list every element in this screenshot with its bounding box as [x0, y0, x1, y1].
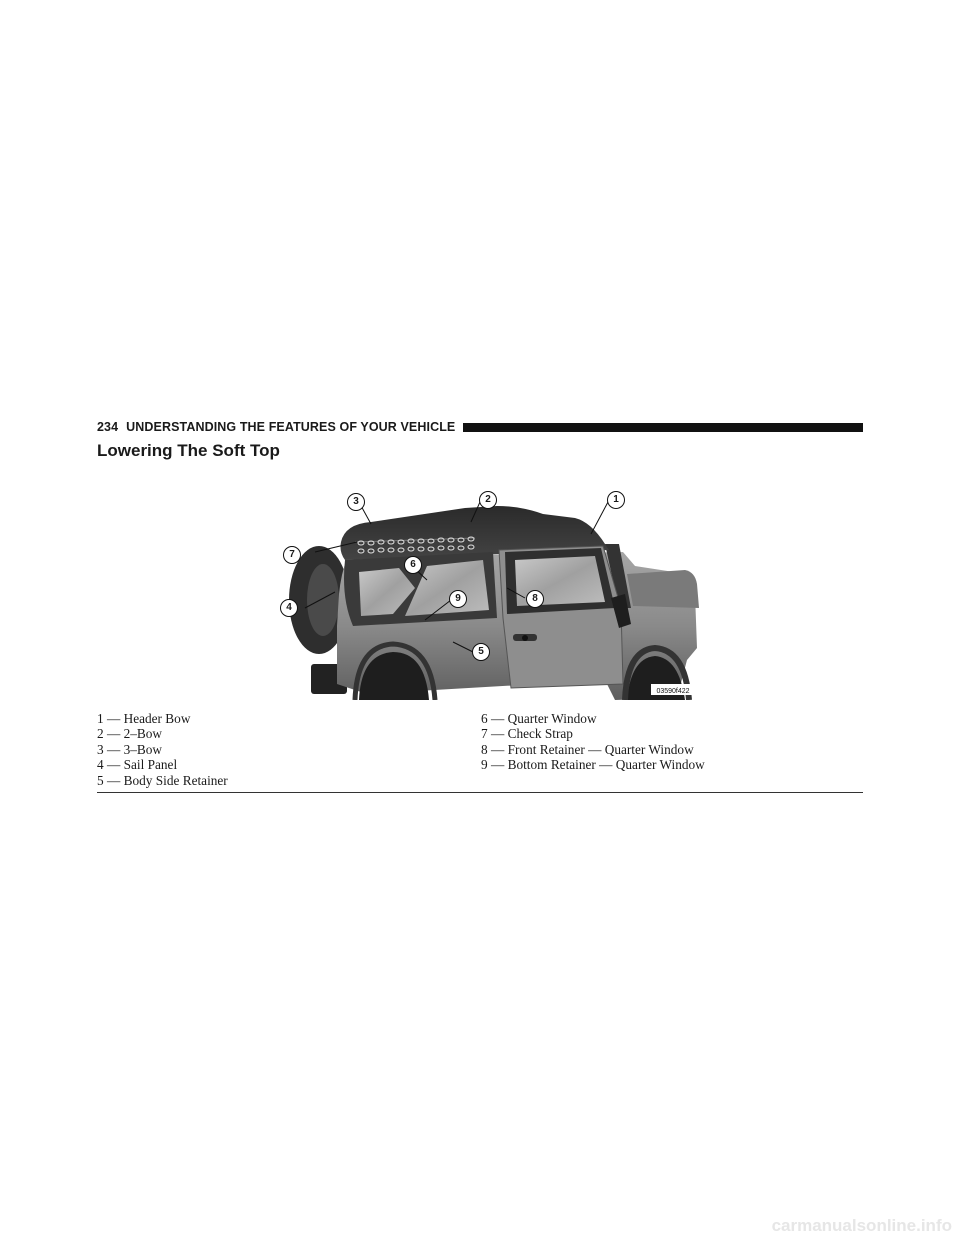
legend-item: 7 — Check Strap [481, 726, 573, 742]
legend-item: 1 — Header Bow [97, 711, 191, 726]
callout-7: 7 [283, 546, 301, 564]
legend-item: 5 — Body Side Retainer [97, 772, 228, 788]
section-title: Lowering The Soft Top [97, 441, 280, 460]
running-header [97, 418, 863, 436]
running-title: UNDERSTANDING THE FEATURES OF YOUR VEHICLE [126, 420, 456, 434]
hood [627, 570, 699, 608]
callout-6: 6 [404, 556, 422, 574]
vehicle-illustration [275, 488, 699, 700]
legend-item: 4 — Sail Panel [97, 757, 178, 773]
legend-item: 9 — Bottom Retainer — Quarter Window [481, 757, 705, 773]
footer-watermark: carmanualsonline.info [771, 1216, 952, 1235]
callout-3: 3 [347, 493, 365, 511]
callout-9: 9 [449, 590, 467, 608]
header-rule [463, 423, 863, 432]
callout-8: 8 [526, 590, 544, 608]
legend-item: 3 — 3–Bow [97, 741, 163, 757]
legend-right-column [481, 711, 705, 773]
callout-5: 5 [472, 643, 490, 661]
callout-2: 2 [479, 491, 497, 509]
callout-4: 4 [280, 599, 298, 617]
legend-item: 2 — 2–Bow [97, 726, 163, 742]
legend-left-column [97, 711, 228, 788]
legend-bottom-rule [97, 792, 863, 793]
legend-item: 6 — Quarter Window [481, 711, 597, 726]
page-number: 234 [97, 420, 119, 434]
callout-1: 1 [607, 491, 625, 509]
legend-item: 8 — Front Retainer — Quarter Window [481, 741, 694, 757]
soft-top-figure [275, 488, 699, 700]
figure-code: 03590f422 [656, 688, 690, 695]
